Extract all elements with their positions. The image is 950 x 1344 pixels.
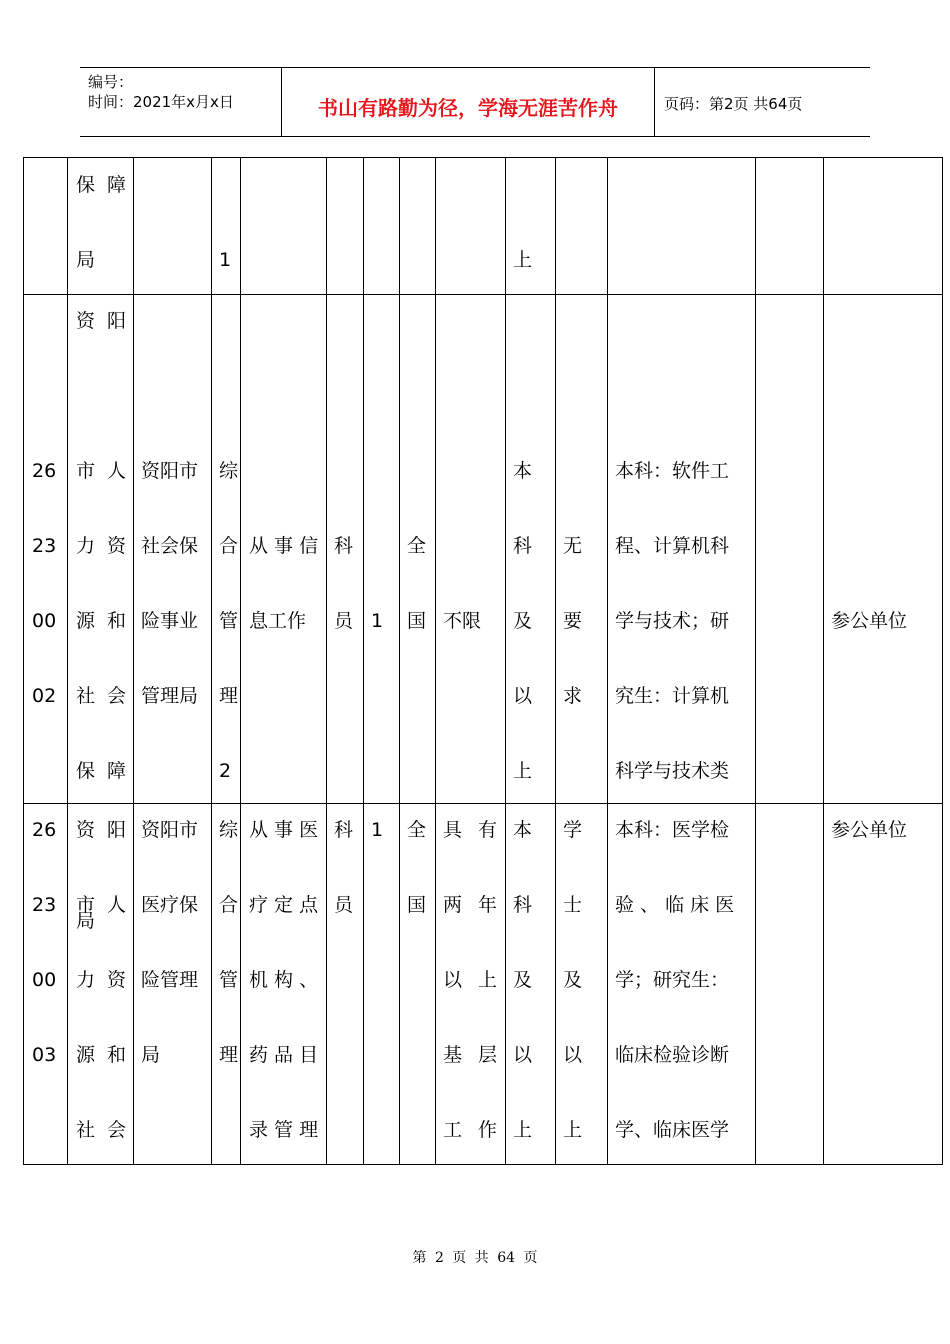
document-number-label: 编号：: [88, 73, 134, 91]
table-rule: [67, 157, 68, 1165]
position-type-cell: 综 合 管 理 2: [219, 460, 239, 782]
experience-cell: 具 有 两 年 以 上 基 层 工 作: [443, 819, 497, 1141]
recruitment-table: [23, 157, 943, 1165]
table-rule: [435, 157, 436, 1165]
education-cell: 本 科 及 以 上: [513, 460, 533, 782]
headcount-cell: 1: [371, 819, 384, 841]
position-type-cell: 1: [219, 249, 232, 271]
position-type-cell: 综 合 管 理: [219, 819, 239, 1066]
employer-cell: 资阳市 医疗保 险管理 局: [141, 819, 199, 1066]
employer-cell: 资阳市 社会保 险事业 管理局: [141, 460, 199, 707]
note-cell: 参公单位: [831, 610, 908, 632]
header-page-info: 页码：第2页 共64页: [664, 95, 803, 113]
header-divider: [654, 68, 655, 136]
page-footer: 第 2 页 共 64 页: [412, 1250, 538, 1266]
department-cell: 保 障 局: [76, 174, 126, 271]
table-rule: [23, 157, 24, 1165]
table-rule: [133, 157, 134, 1165]
major-cell: 本科：软件工 程、计算机科 学与技术；研 究生：计算机 科学与技术类: [615, 460, 730, 782]
recruit-scope-cell: 全 国: [407, 535, 427, 632]
table-rule: [211, 157, 212, 1165]
table-rule: [755, 157, 756, 1165]
rank-cell: 科 员: [334, 819, 354, 916]
experience-cell: 不限: [443, 610, 482, 632]
table-rule: [942, 157, 943, 1165]
department-cell: 资 阳 市 人 力 资 源 和 社 会 保 障 局: [76, 310, 126, 932]
document-time-label: 时间：2021年x月x日: [88, 93, 234, 111]
table-rule: [607, 157, 608, 1165]
education-cell: 上: [513, 249, 533, 271]
header-meta: [88, 72, 234, 112]
header-motto: 书山有路勤为径，学海无涯苦作舟: [318, 96, 618, 120]
note-cell: 参公单位: [831, 819, 908, 841]
table-rule: [363, 157, 364, 1165]
degree-cell: 无 要 求: [563, 535, 583, 707]
table-rule: [823, 157, 824, 1165]
duty-cell: 从 事 信 息工作: [249, 535, 319, 632]
headcount-cell: 1: [371, 610, 384, 632]
position-code-cell: 26 23 00 02: [32, 460, 57, 707]
education-cell: 本 科 及 以 上: [513, 819, 533, 1141]
table-rule: [23, 157, 943, 158]
degree-cell: 学 士 及 以 上: [563, 819, 583, 1141]
rank-cell: 科 员: [334, 535, 354, 632]
recruit-scope-cell: 全 国: [407, 819, 427, 916]
table-rule: [505, 157, 506, 1165]
table-rule: [240, 157, 241, 1165]
position-code-cell: 26 23 00 03: [32, 819, 57, 1066]
table-rule: [326, 157, 327, 1165]
duty-cell: 从 事 医 疗 定 点 机 构 、 药 品 目 录 管 理: [249, 819, 319, 1141]
department-cell: 资 阳 市 人 力 资 源 和 社 会: [76, 819, 126, 1141]
table-rule: [555, 157, 556, 1165]
table-rule: [399, 157, 400, 1165]
page-header: [80, 67, 870, 137]
major-cell: 本科：医学检 验 、 临 床 医 学；研究生： 临床检验诊断 学、临床医学: [615, 819, 735, 1141]
